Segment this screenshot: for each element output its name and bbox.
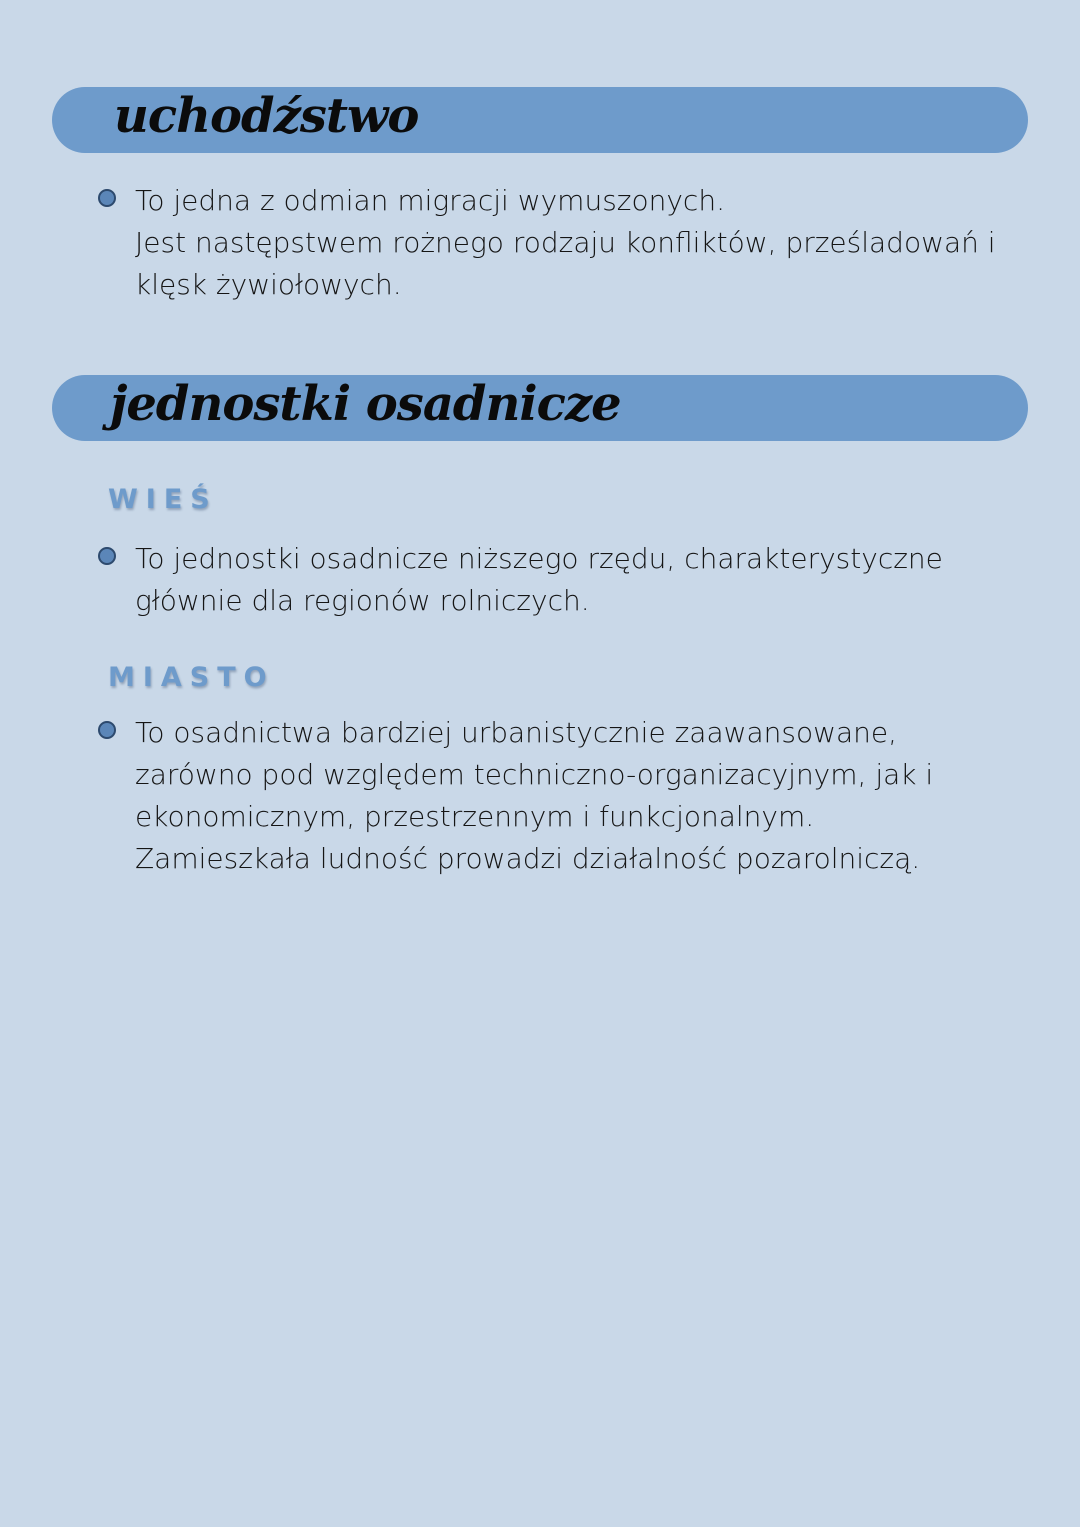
section-banner-jednostki-osadnicze: [52, 375, 1028, 441]
bullet-item: [98, 180, 996, 306]
section-title: jednostki osadnicze: [110, 376, 621, 432]
text-line: To jednostki osadnicze niższego rzędu, charakterystyczne: [135, 542, 943, 575]
section-title: uchodźstwo: [114, 88, 419, 144]
subheading-miasto: MIASTO: [108, 662, 275, 693]
bullet-text: [135, 538, 943, 622]
text-line: zarówno pod względem techniczno-organizacyjnym, jak i: [135, 758, 934, 791]
text-line: Zamieszkała ludność prowadzi działalność pozarolniczą.: [135, 842, 921, 875]
bullet-dot-icon: [98, 721, 116, 739]
text-line: Jest następstwem rożnego rodzaju konfliktów, prześladowań i: [135, 226, 996, 259]
subheading-wies: WIEŚ: [108, 484, 218, 515]
section-banner-uchodzstwo: [52, 87, 1028, 153]
bullet-dot-icon: [98, 189, 116, 207]
text-line: To jedna z odmian migracji wymuszonych.: [135, 184, 725, 217]
bullet-text: [135, 180, 996, 306]
bullet-item: [98, 538, 978, 622]
bullet-item: [98, 712, 978, 880]
text-line: To osadnictwa bardziej urbanistycznie zaawansowane,: [135, 716, 898, 749]
bullet-dot-icon: [98, 547, 116, 565]
text-line: ekonomicznym, przestrzennym i funkcjonalnym.: [135, 800, 815, 833]
text-line: klęsk żywiołowych.: [135, 268, 402, 301]
text-line: głównie dla regionów rolniczych.: [135, 584, 590, 617]
bullet-text: [135, 712, 933, 880]
